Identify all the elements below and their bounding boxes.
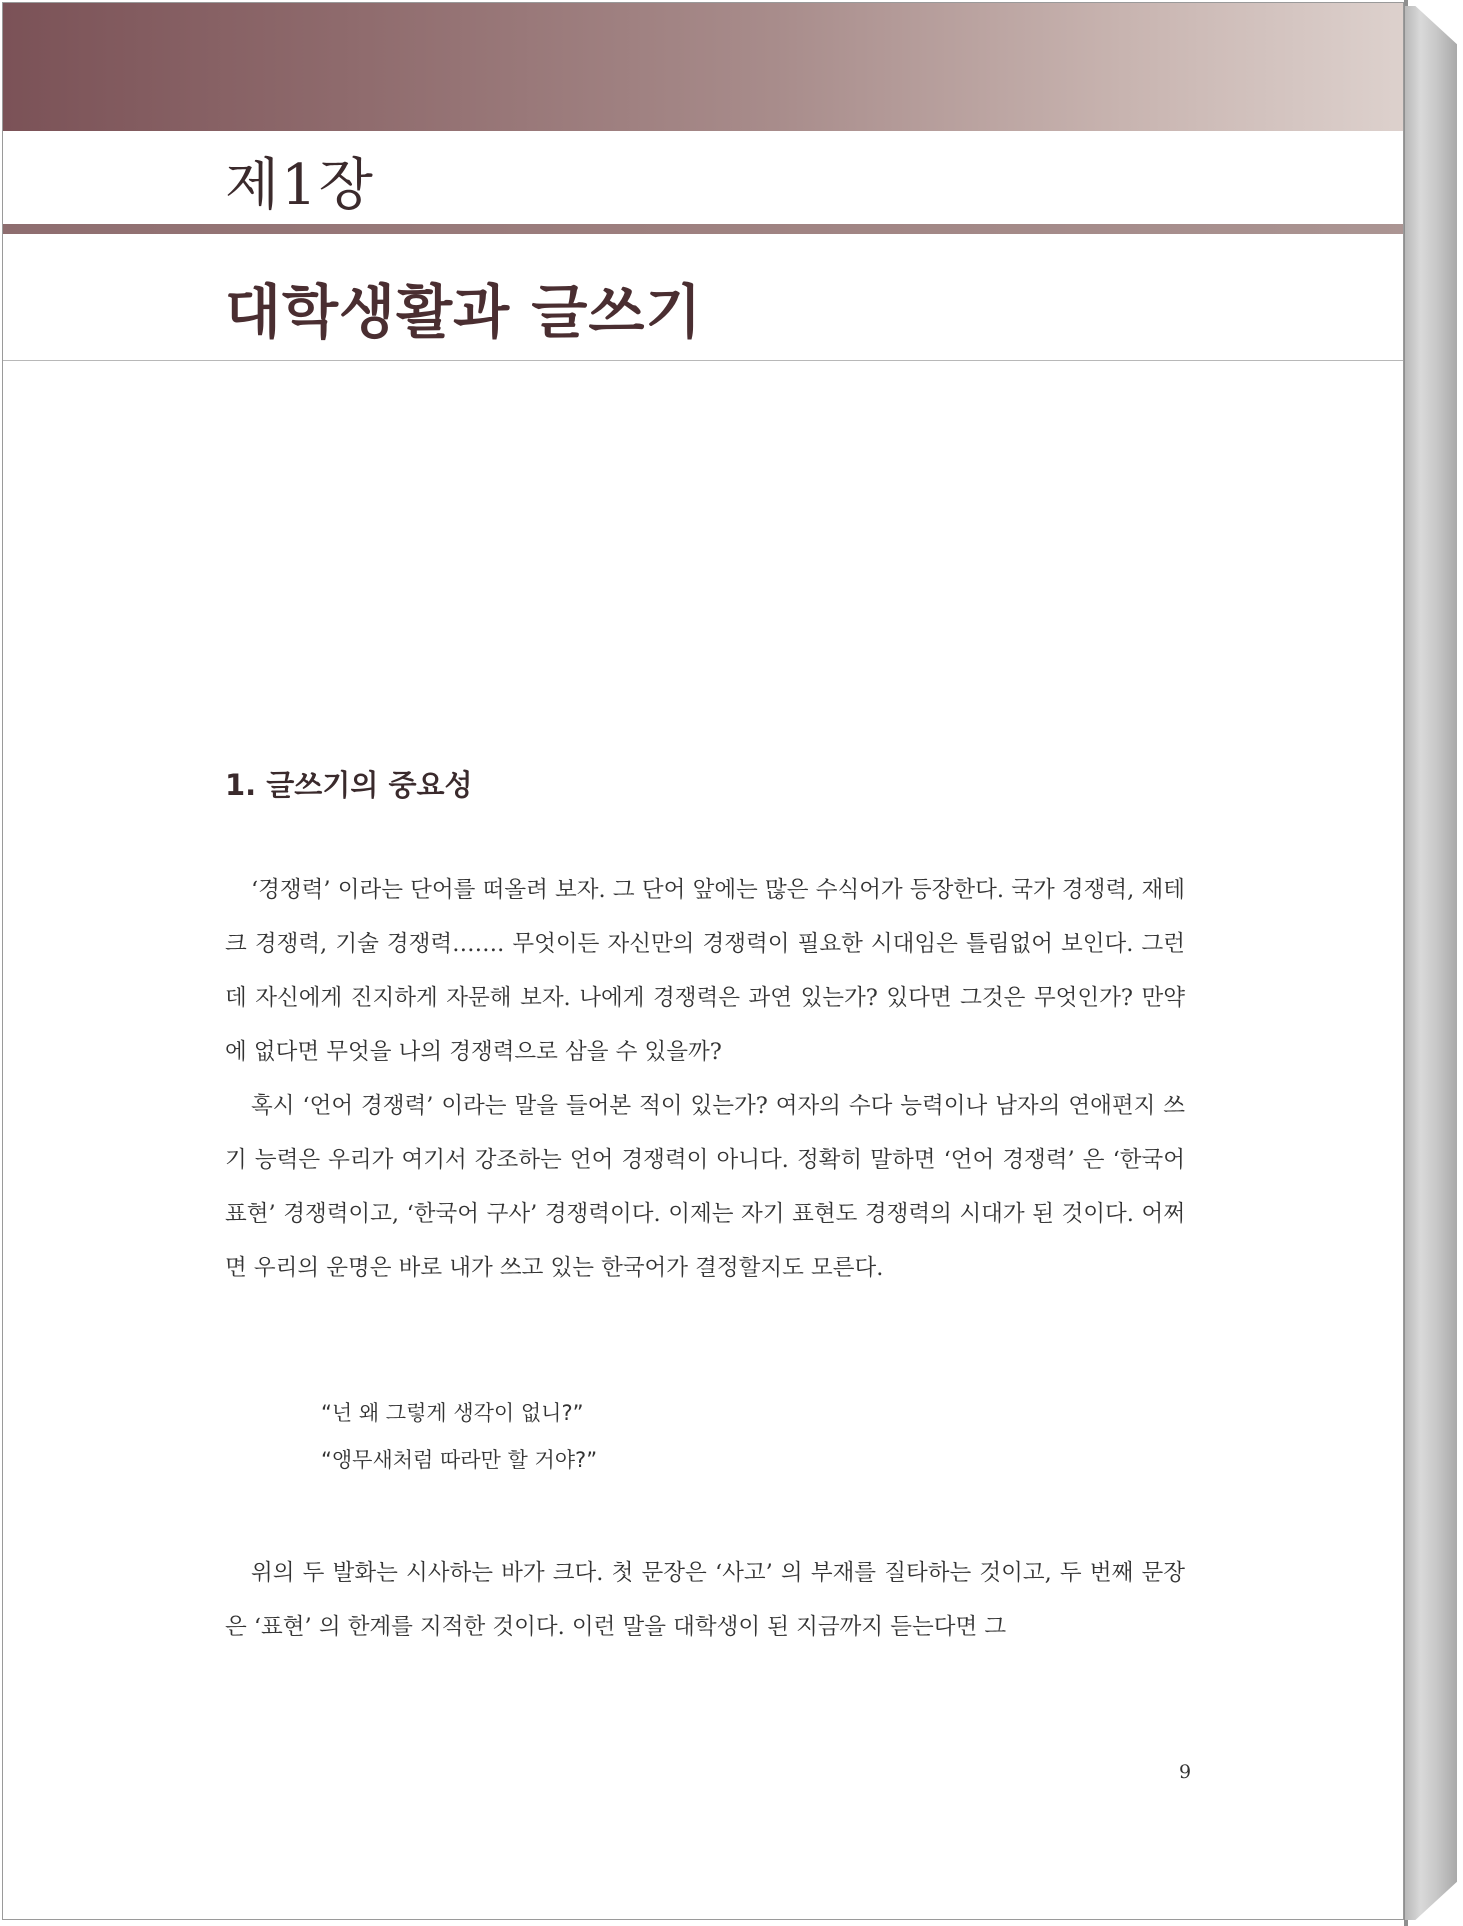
body-paragraph: 위의 두 발화는 시사하는 바가 크다. 첫 문장은 ‘사고’ 의 부재를 질타하는 것이고, 두 번째 문장은 ‘표현’ 의 한계를 지적한 것이다. 이런 말을 대학생이 된 지금까지 듣는다면 그 <box>225 1560 1185 1640</box>
chapter-title: 대학생활과 글쓰기 <box>225 278 703 346</box>
chapter-number: 제1장 <box>225 153 375 218</box>
header-color-band <box>3 3 1404 131</box>
page-number: 9 <box>1179 1761 1192 1783</box>
page <box>2 2 1404 1920</box>
section-heading: 1. 글쓰기의 중요성 <box>225 768 473 802</box>
page-stack-edge <box>1405 6 1457 1920</box>
chapter-divider <box>3 224 1404 234</box>
quote-line: “앵무새처럼 따라만 할 거야?” <box>321 1448 598 1472</box>
body-paragraph: 혹시 ‘언어 경쟁력’ 이라는 말을 들어본 적이 있는가? 여자의 수다 능력이나 남자의 연애편지 쓰기 능력은 우리가 여기서 강조하는 언어 경쟁력이 아니다. 정확히 말하면 ‘언어 경쟁력’ 은 ‘한국어 표현’ 경쟁력이고, ‘한국어 구사’ 경쟁력이다. 이제는 자기 표현도 경쟁력의 시대가 된 것이다. 어쩌면 우리의 운명은 바로 내가 쓰고 있는 한국어가 결정할지도 모른다. <box>225 1093 1185 1281</box>
body-paragraph: ‘경쟁력’ 이라는 단어를 떠올려 보자. 그 단어 앞에는 많은 수식어가 등장한다. 국가 경쟁력, 재테크 경쟁력, 기술 경쟁력……. 무엇이든 자신만의 경쟁력이 필요한 시대임은 틀림없어 보인다. 그런데 자신에게 진지하게 자문해 보자. 나에게 경쟁력은 과연 있는가? 있다면 그것은 무엇인가? 만약에 없다면 무엇을 나의 경쟁력으로 삼을 수 있을까? <box>225 877 1185 1065</box>
title-divider <box>3 360 1404 361</box>
quote-line: “넌 왜 그렇게 생각이 없니?” <box>321 1401 584 1425</box>
